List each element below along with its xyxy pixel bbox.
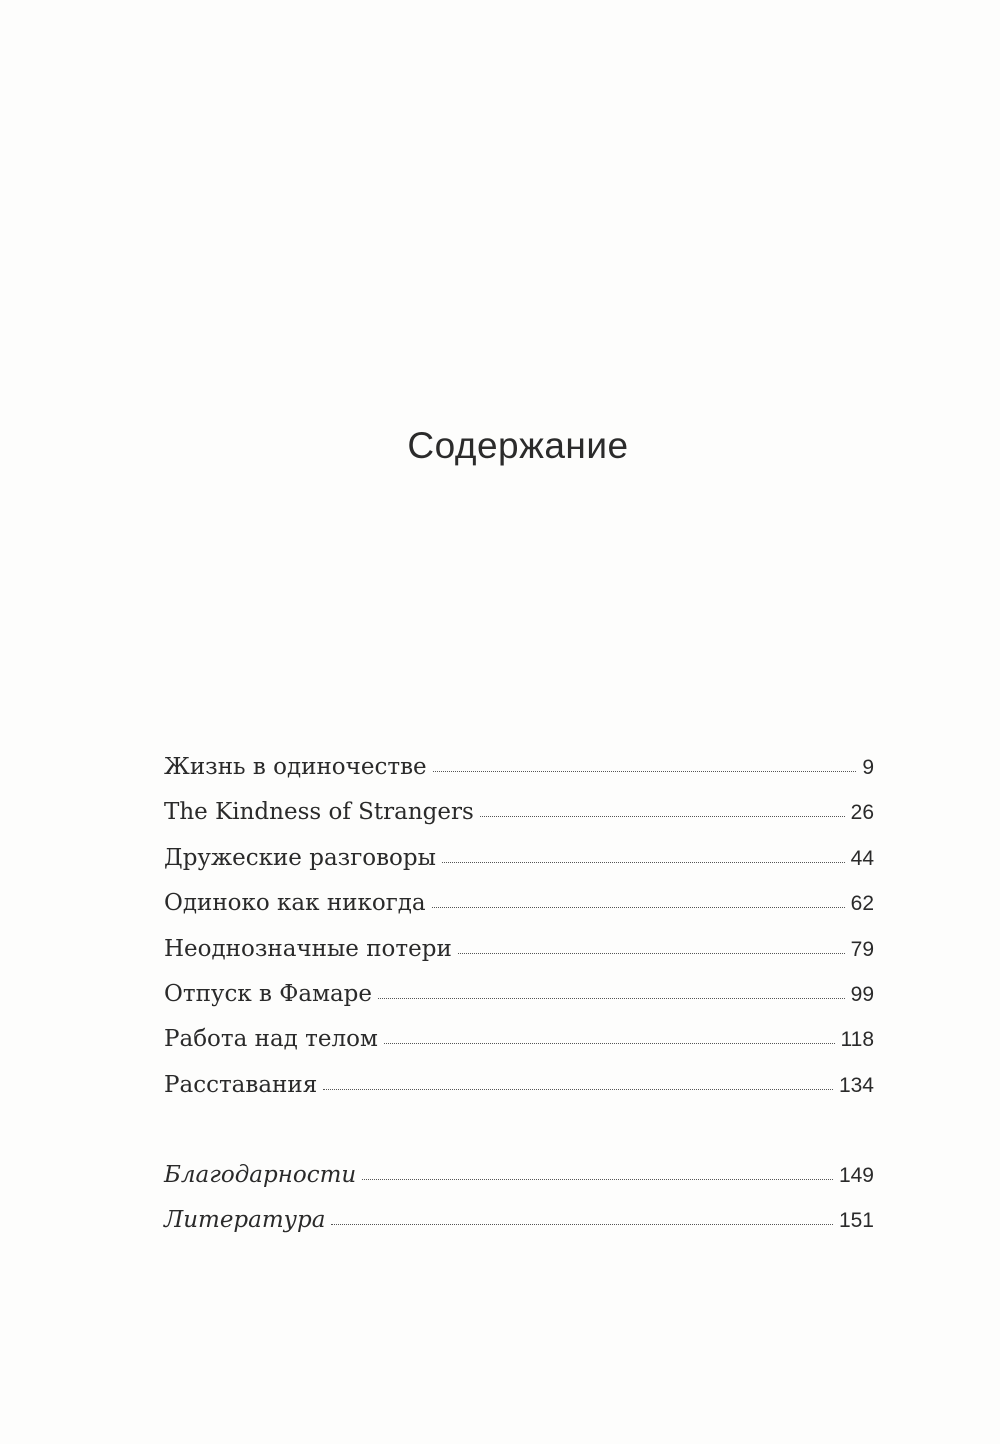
toc-entry-page: 151 [838,1209,874,1233]
table-of-contents [164,754,874,1117]
toc-entry-page: 62 [850,892,874,916]
leader-dots [384,1042,835,1044]
toc-entry-page: 79 [850,937,874,961]
toc-entry[interactable] [164,1072,874,1117]
toc-entry-page: 134 [838,1073,874,1097]
leader-dots [331,1223,833,1225]
leader-dots [378,997,845,999]
leader-dots [433,770,857,772]
toc-entry-title: Дружеские разговоры [164,844,436,871]
toc-entry[interactable] [164,1026,874,1071]
toc-entry-title: Жизнь в одиночестве [164,754,427,780]
leader-dots [480,815,845,817]
toc-entry-page: 149 [838,1164,874,1187]
page-title: Содержание [407,424,629,466]
toc-entry-title: Неоднозначные потери [164,935,452,962]
toc-entry-page: 9 [862,756,874,779]
toc-entry-title: Отпуск в Фамаре [164,980,373,1007]
toc-entry[interactable] [164,1162,874,1207]
toc-entry-title: Расставания [164,1071,318,1098]
toc-entry-page: 44 [850,846,874,870]
leader-dots [442,861,845,863]
back-matter-contents [164,1162,874,1253]
toc-entry[interactable] [164,890,874,935]
toc-entry[interactable] [164,981,874,1026]
toc-entry[interactable] [164,1207,874,1252]
leader-dots [323,1088,833,1090]
toc-entry[interactable] [164,754,874,799]
toc-entry-title: Работа над телом [164,1026,378,1053]
leader-dots [458,952,845,954]
toc-entry-title: Литература [164,1207,326,1234]
toc-entry-title: The Kindness of Strangers [164,799,474,826]
leader-dots [362,1178,833,1180]
leader-dots [432,906,845,908]
toc-entry-page: 99 [850,982,874,1006]
toc-entry[interactable] [164,936,874,981]
toc-entry-page: 26 [850,801,874,825]
toc-entry-title: Одиноко как никогда [164,890,426,917]
toc-entry[interactable] [164,799,874,844]
toc-entry-title: Благодарности [164,1162,357,1188]
toc-entry[interactable] [164,845,874,890]
toc-entry-page: 118 [840,1028,874,1052]
